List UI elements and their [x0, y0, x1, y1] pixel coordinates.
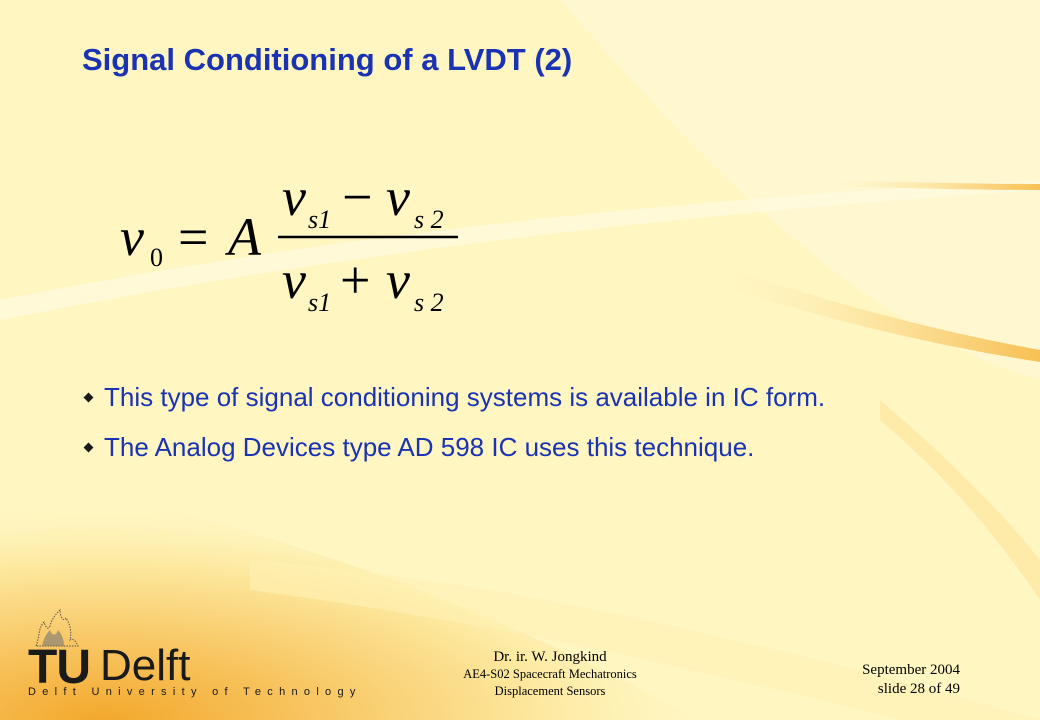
denominator-operator: +: [340, 250, 371, 310]
bullet-text: The Analog Devices type AD 598 IC uses this technique.: [104, 432, 755, 462]
formula-lhs-subscript: 0: [150, 243, 163, 272]
denominator-term-b: v: [386, 250, 410, 310]
logo-subtitle: Delft University of Technology: [28, 686, 362, 698]
formula-equals: =: [178, 207, 209, 267]
formula-gain: A: [228, 207, 261, 267]
footer-author: Dr. ir. W. Jongkind: [493, 649, 607, 665]
footer-date: September 2004: [862, 662, 960, 678]
numerator-term-a-subscript: s1: [308, 205, 332, 234]
logo-delft: Delft: [100, 641, 191, 690]
formula-lhs: v: [120, 207, 144, 267]
bullet-text: This type of signal conditioning systems is available in IC form.: [104, 382, 826, 412]
slide-title: Signal Conditioning of a LVDT (2): [82, 42, 573, 77]
numerator-term-b-subscript: s 2: [414, 205, 444, 234]
denominator-term-a: v: [282, 250, 306, 310]
numerator-term-b: v: [386, 170, 410, 227]
diamond-bullet-icon: [84, 443, 94, 453]
bullet-item: [85, 380, 925, 415]
lvdt-ratio-formula: [110, 170, 480, 320]
footer-topic: Displacement Sensors: [494, 684, 606, 698]
denominator-term-a-subscript: s1: [308, 288, 332, 317]
diamond-bullet-icon: [84, 393, 94, 403]
footer-slide-number: slide 28 of 49: [877, 681, 960, 697]
tu-delft-logo: [28, 608, 362, 708]
numerator-term-a: v: [282, 170, 306, 227]
footer-course: AE4-S02 Spacecraft Mechatronics: [463, 667, 637, 681]
footer-right: [862, 661, 960, 699]
bullet-list: [85, 380, 925, 480]
denominator-term-b-subscript: s 2: [414, 288, 444, 317]
bullet-item: [85, 430, 925, 465]
numerator-operator: −: [342, 170, 373, 227]
logo-tu: TU: [28, 641, 90, 694]
footer-center: [400, 648, 700, 700]
